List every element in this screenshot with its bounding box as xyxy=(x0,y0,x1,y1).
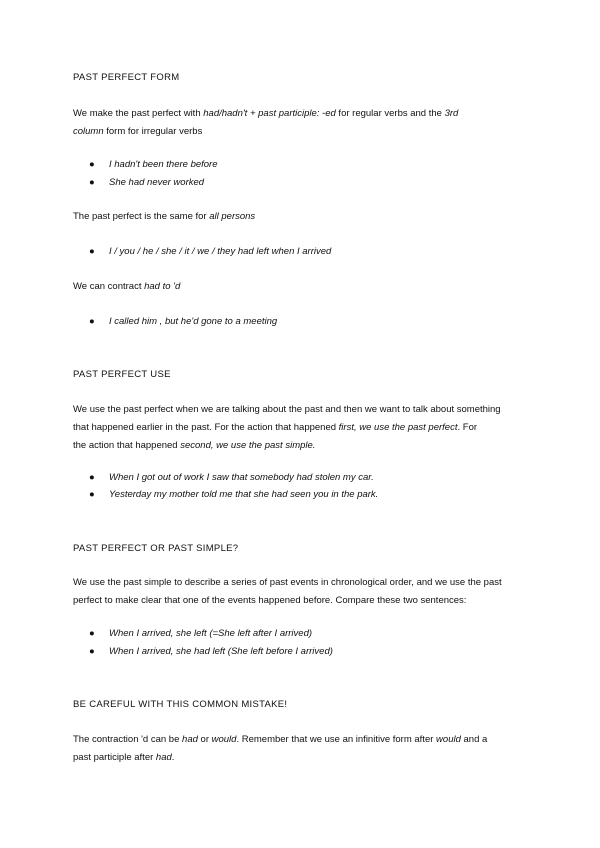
bullet-icon: ● xyxy=(89,489,95,500)
bullet-icon: ● xyxy=(89,316,95,327)
bullet-icon: ● xyxy=(89,159,95,170)
section-heading-careful: BE CAREFUL WITH THIS COMMON MISTAKE! xyxy=(73,699,288,710)
bullet-icon: ● xyxy=(89,246,95,257)
careful-paragraph: The contraction 'd can be had or would. Remember that we use an infinitive form after would and a past participle after had. xyxy=(73,734,488,763)
section-heading-use: PAST PERFECT USE xyxy=(73,369,171,380)
section-heading-compare: PAST PERFECT OR PAST SIMPLE? xyxy=(73,543,239,554)
form-paragraph-persons: The past perfect is the same for all persons xyxy=(73,211,256,222)
section-heading-form: PAST PERFECT FORM xyxy=(73,72,180,83)
use-paragraph: We use the past perfect when we are talking about the past and then we want to talk about something that happened earlier in the past. For the action that happened first, we use the past perfect. For the action that happened second, we use the past simple. xyxy=(73,404,501,451)
bullet-icon: ● xyxy=(89,646,95,657)
form-paragraph-contract: We can contract had to 'd xyxy=(73,281,181,292)
compare-paragraph: We use the past simple to describe a series of past events in chronological order, and we use the past perfect to make clear that one of the events happened before. Compare these two sentences: xyxy=(73,577,502,606)
bullet-icon: ● xyxy=(89,628,95,639)
form-paragraph: We make the past perfect with had/hadn't + past participle: -ed for regular verbs and the 3rd column form for irregular verbs xyxy=(73,108,459,137)
bullet-icon: ● xyxy=(89,472,95,483)
bullet-icon: ● xyxy=(89,177,95,188)
document-page: PAST PERFECT FORM We make the past perfect with had/hadn't + past participle: -ed for regular verbs and the 3rd column form for irregular verbs ● I hadn't been there before ● She had never worked The past perfect is the same for all persons ● I / you / he / she / it / we / they had left when I arrived We can contract had to 'd ● I called him , but he'd gone to a meeting PAST PERFECT USE We use the past perfect when we are talking about the past and then we want to talk about something that happened earlier in the past. For the action that happened first, we use the past perfect. For the action that happened second, we use the past simple. ● When I got out of work I saw that somebody had stolen my car. ● Yesterday my mother told me that she had seen you in the park. PAST PERFECT OR PAST SIMPLE? We use the past simple to describe a series of past events in chronological order, and we use the past perfect to make clear that one of the events happened before. Compare these two sentences: ● When I arrived, she left (=She left after I arrived) ● When I arrived, she had left (She left before I arrived) BE CAREFUL WITH THIS COMMON MISTAKE! The contraction 'd can be had or would. Remember that we use an infinitive form after would and a past participle after had. xyxy=(0,0,600,848)
